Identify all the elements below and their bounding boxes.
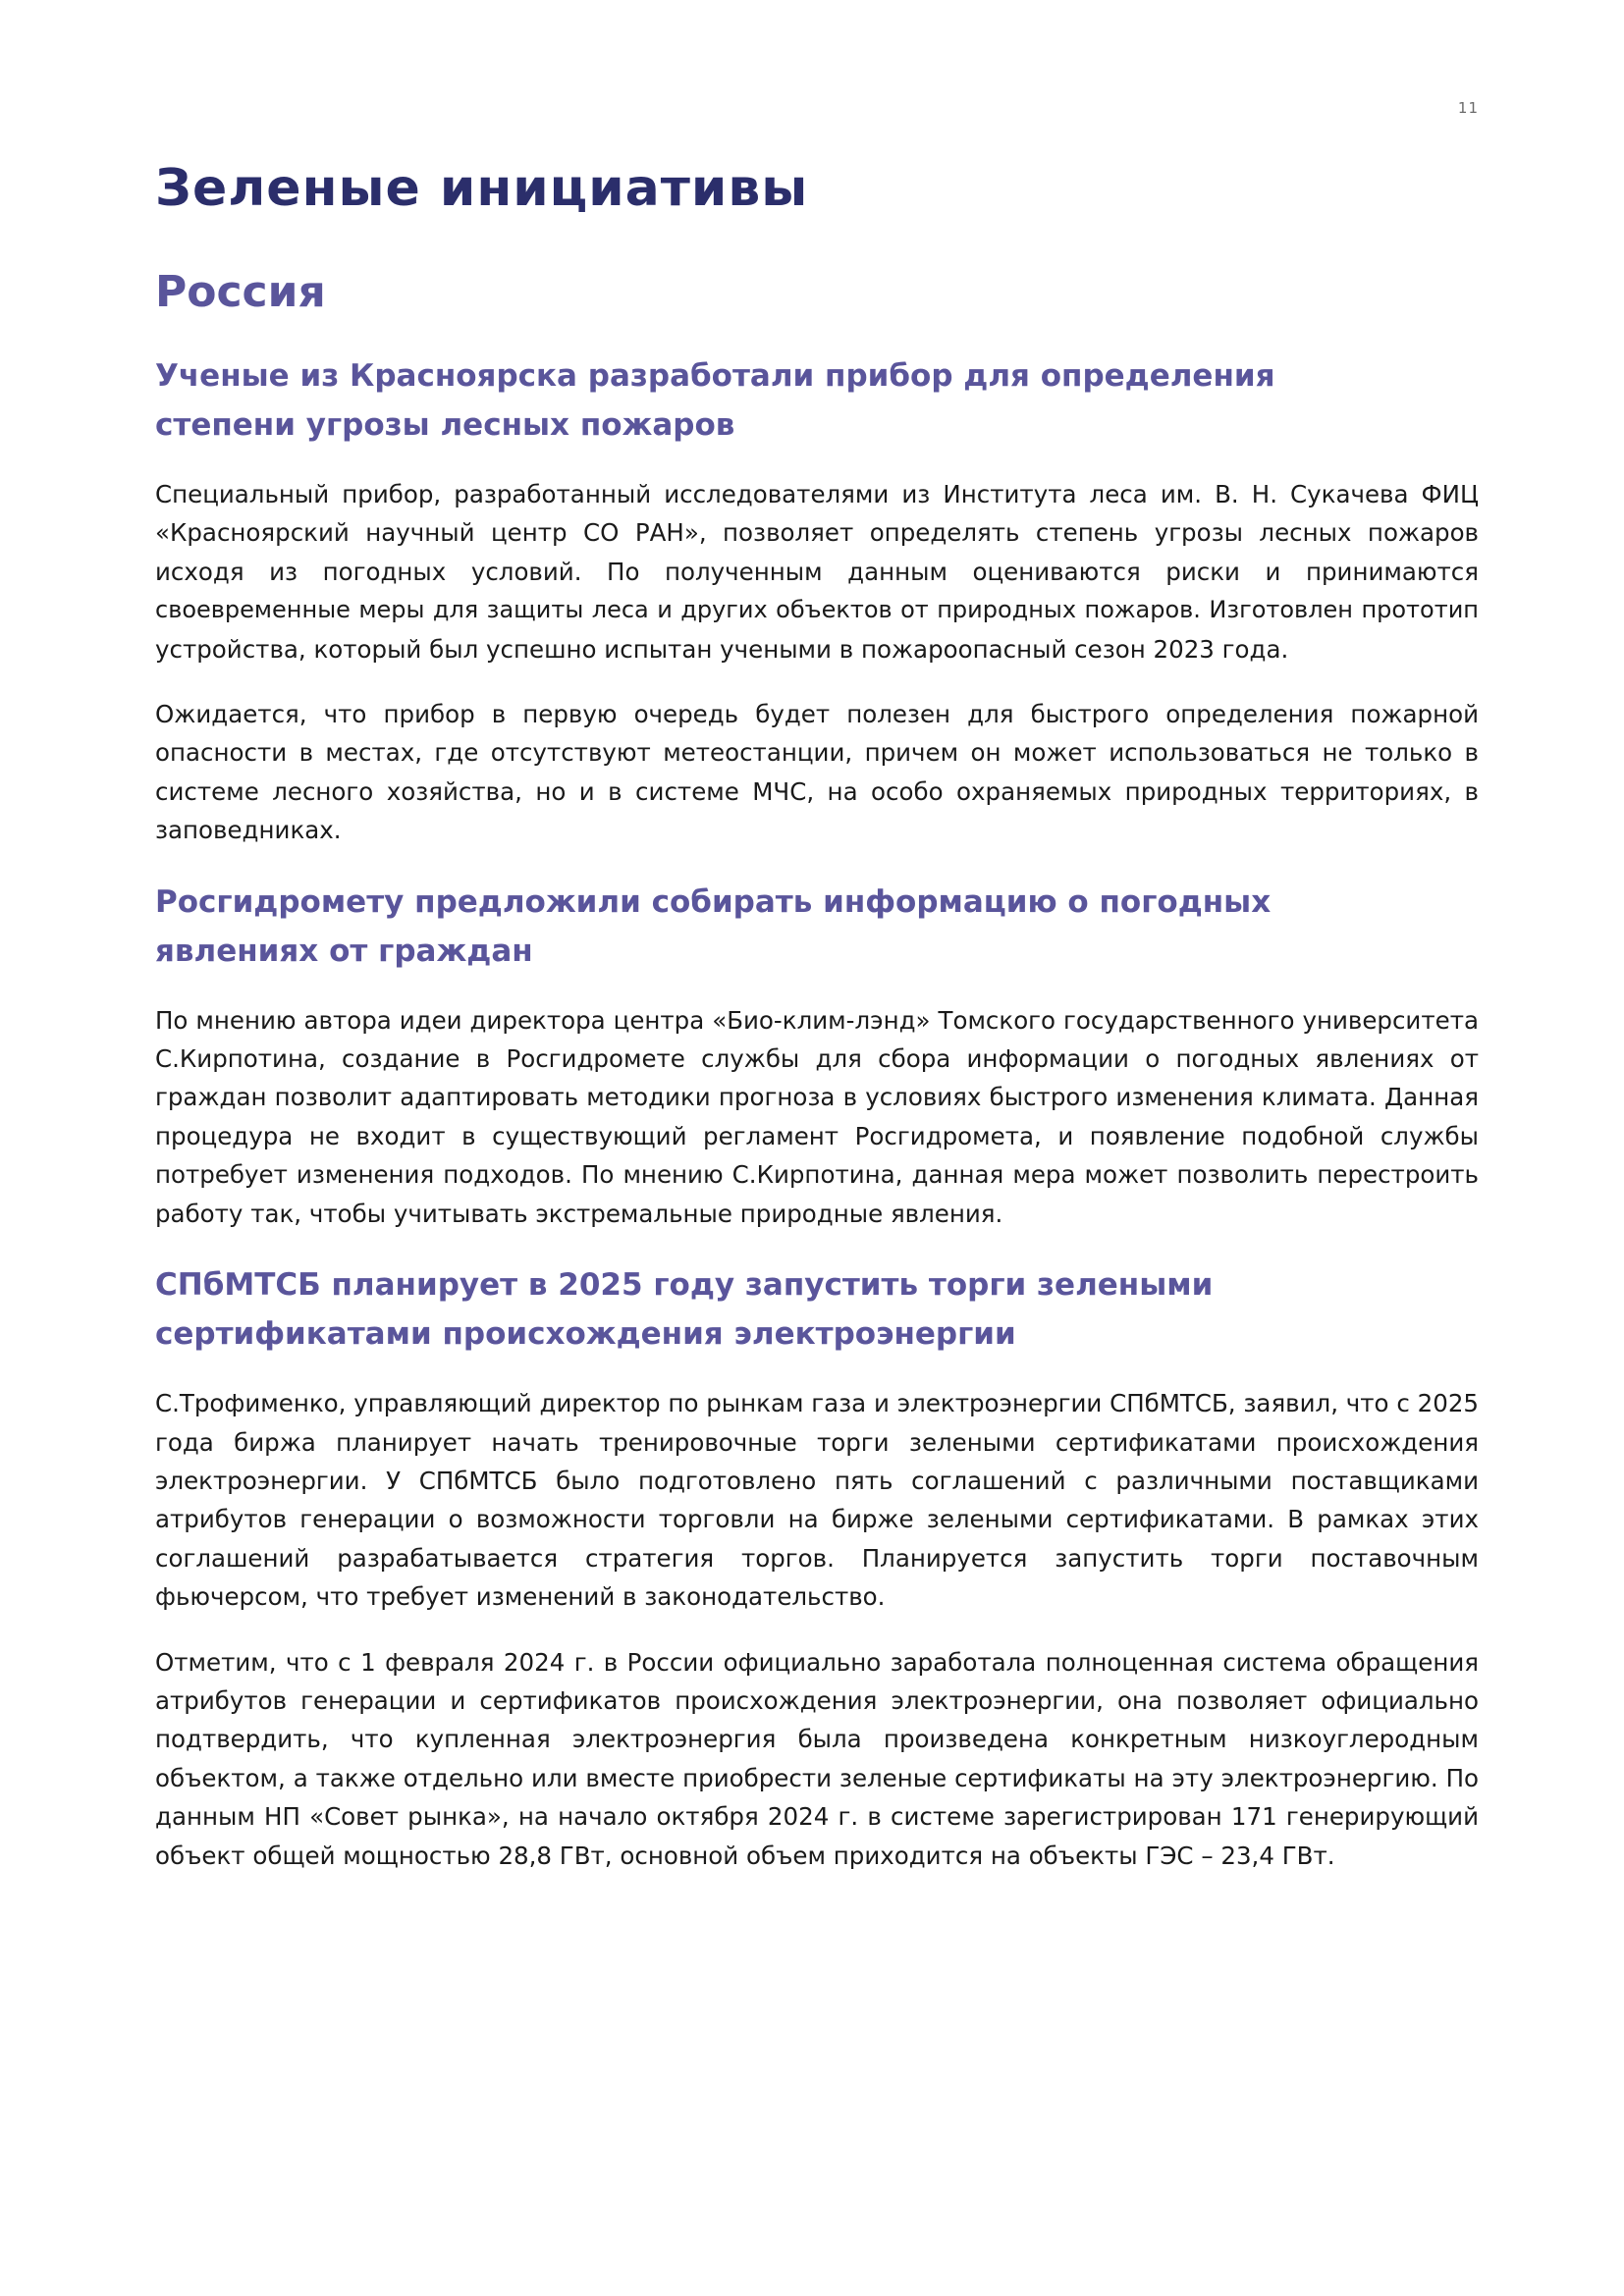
paragraph [155, 1384, 1479, 1616]
article-heading [155, 351, 1479, 450]
heading-line: сертификатами происхождения электроэнергии [155, 1316, 1016, 1353]
text-line: процедура не входит в существующий регламент Росгидромета, и появление подобной службы [155, 1121, 1479, 1150]
text-line: атрибутов генерации о возможности торговли на бирже зелеными сертификатами. В рамках этих [155, 1505, 1479, 1534]
heading-line: степени угрозы лесных пожаров [155, 407, 735, 443]
text-line: фьючерсом, что требует изменений в законодательство. [155, 1582, 886, 1612]
paragraph [155, 695, 1479, 850]
text-line: «Красноярский научный центр СО РАН», позволяет определять степень угрозы лесных пожаров [155, 518, 1479, 548]
text-line: атрибутов генерации и сертификатов происхождения электроэнергии, она позволяет официально [155, 1685, 1479, 1715]
text-line: заповедниках. [155, 816, 342, 845]
text-line: системе лесного хозяйства, но и в системе МЧС, на особо охраняемых природных территориях, в [155, 776, 1479, 806]
article-heading [155, 1260, 1479, 1359]
text-line: электроэнергии. У СПбМТСБ было подготовлено пять соглашений с различными поставщиками [155, 1466, 1479, 1495]
page-title: Зеленые инициативы [155, 159, 809, 218]
text-line: года биржа планирует начать тренировочные торги зелеными сертификатами происхождения [155, 1427, 1479, 1457]
text-line: объект общей мощностью 28,8 ГВт, основной объем приходится на объекты ГЭС – 23,4 ГВт. [155, 1841, 1335, 1870]
text-line: устройства, который был успешно испытан учеными в пожароопасный сезон 2023 года. [155, 634, 1289, 664]
text-line: данным НП «Совет рынка», на начало октября 2024 г. в системе зарегистрирован 171 генерирующий [155, 1802, 1479, 1832]
text-line: С.Кирпотина, создание в Росгидромете службы для сбора информации о погодных явлениях от [155, 1044, 1479, 1074]
text-line: подтвердить, что купленная электроэнергия была произведена конкретным низкоуглеродным [155, 1725, 1479, 1754]
text-line: опасности в местах, где отсутствуют метеостанции, причем он может использоваться не только в [155, 738, 1479, 768]
heading-line: явлениях от граждан [155, 933, 533, 969]
text-line: потребует изменения подходов. По мнению С.Кирпотина, данная мера может позволить перестроить [155, 1160, 1479, 1190]
text-line: С.Трофименко, управляющий директор по рынкам газа и электроэнергии СПбМТСБ, заявил, что с 2025 [155, 1389, 1479, 1418]
text-line: Ожидается, что прибор в первую очередь будет полезен для быстрого определения пожарной [155, 700, 1479, 729]
paragraph [155, 1001, 1479, 1233]
article-heading [155, 878, 1479, 976]
text-line: Отметим, что с 1 февраля 2024 г. в России официально заработала полноценная система обращения [155, 1647, 1479, 1677]
heading-line: СПбМТСБ планирует в 2025 году запустить торги зелеными [155, 1267, 1214, 1304]
heading-line: Росгидромету предложили собирать информацию о погодных [155, 883, 1272, 920]
text-line: По мнению автора идеи директора центра «Био-клим-лэнд» Томского государственного университета [155, 1005, 1479, 1035]
heading-line: Ученые из Красноярска разработали прибор для определения [155, 358, 1275, 394]
text-line: объектом, а также отдельно или вместе приобрести зеленые сертификаты на эту электроэнергию. По [155, 1763, 1479, 1792]
paragraph [155, 475, 1479, 668]
text-line: своевременные меры для защиты леса и других объектов от природных пожаров. Изготовлен прототип [155, 596, 1479, 624]
page-number: 11 [1457, 99, 1479, 117]
paragraph [155, 1643, 1479, 1875]
page-content [155, 153, 1479, 1875]
section-title: Россия [155, 267, 326, 317]
text-line: Специальный прибор, разработанный исследователями из Института леса им. В. Н. Сукачева ФИЦ [155, 480, 1479, 508]
text-line: граждан позволит адаптировать методики прогноза в условиях быстрого изменения климата. Данная [155, 1083, 1479, 1112]
text-line: работу так, чтобы учитывать экстремальные природные явления. [155, 1199, 1003, 1228]
text-line: исходя из погодных условий. По полученным данным оцениваются риски и принимаются [155, 557, 1479, 586]
text-line: соглашений разрабатывается стратегия торгов. Планируется запустить торги поставочным [155, 1543, 1479, 1573]
